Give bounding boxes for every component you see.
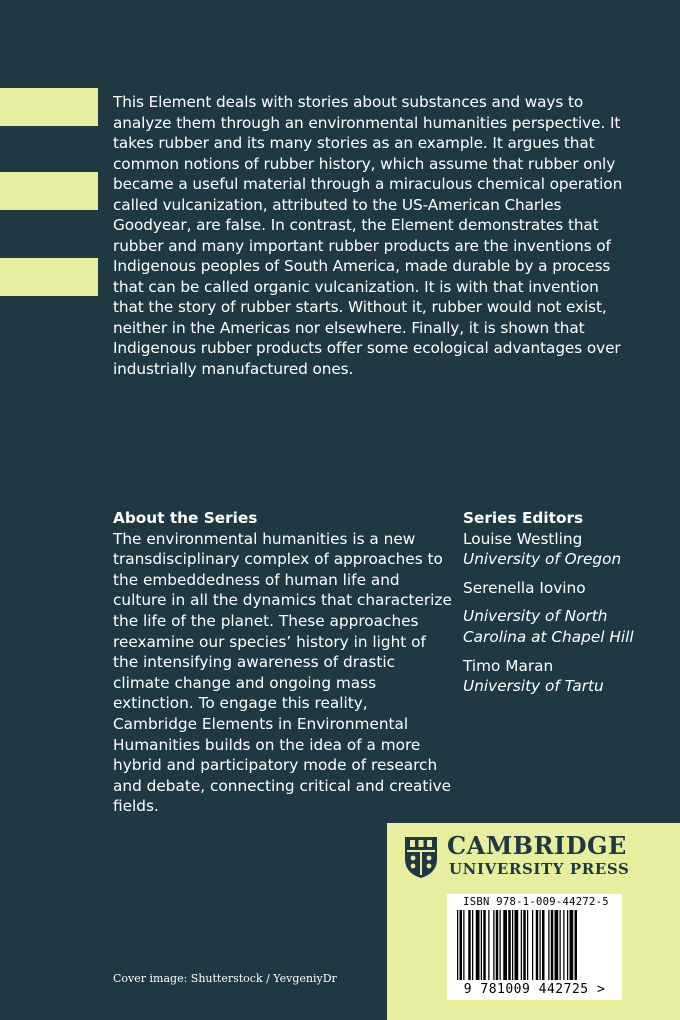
about-series <box>113 508 453 817</box>
editors-heading: Series Editors <box>463 509 584 527</box>
editor-name: Timo Maran <box>463 656 554 675</box>
editor-affiliation: University of Tartu <box>463 677 604 696</box>
cover-credit: Cover image: Shutterstock / YevgeniyDr <box>113 972 337 985</box>
editor-affiliation: University of North Carolina at Chapel Hill <box>463 607 634 646</box>
editor-name: Serenella Iovino <box>463 578 586 597</box>
publisher-box <box>387 823 680 1020</box>
publisher-name: CAMBRIDGE <box>447 831 627 860</box>
editor-affiliation: University of Oregon <box>463 550 622 569</box>
editor-name: Louise Westling <box>463 529 583 548</box>
series-text: The environmental humanities is a new transdisciplinary complex of approaches to the embeddedness of human life and culture in all the dynamics that characterize the life of the planet. These approaches reexamine our species’ history in light of the intensifying awareness of drastic climate change and ongoing mass extinction. To engage this reality, Cambridge Elements in Environmental Humanities builds on the idea of a more hybrid and participatory mode of research and debate, connecting critical and creative fields. <box>113 529 452 816</box>
series-heading: About the Series <box>113 509 258 527</box>
isbn-label: ISBN 978-1-009-44272-5 <box>463 896 609 908</box>
barcode-digits: 9 781009 442725 > <box>463 982 606 997</box>
publisher-name-sub: UNIVERSITY PRESS <box>449 860 630 878</box>
isbn-barcode <box>447 894 622 1000</box>
accent-bar <box>0 88 98 126</box>
barcode-icon <box>451 910 618 982</box>
series-editors <box>463 508 663 697</box>
abstract-text: This Element deals with stories about substances and ways to analyze them through an environmental humanities perspective. It takes rubber and its many stories as an example. It argues that common notions of rubber history, which assume that rubber only became a useful material through a miraculous chemical operation called vulcanization, attributed to the US-American Charles Goodyear, are false. In contrast, the Element demonstrates that rubber and many important rubber products are the inventions of Indigenous peoples of South America, made durable by a process that can be called organic vulcanization. It is with that invention that the story of rubber starts. Without it, rubber would not exist, neither in the Americas nor elsewhere. Finally, it is shown that Indigenous rubber products offer some ecological advantages over industrially manufactured ones. <box>113 93 623 378</box>
accent-bar <box>0 172 98 210</box>
accent-bar <box>0 258 98 296</box>
cambridge-crest-icon <box>403 835 439 879</box>
